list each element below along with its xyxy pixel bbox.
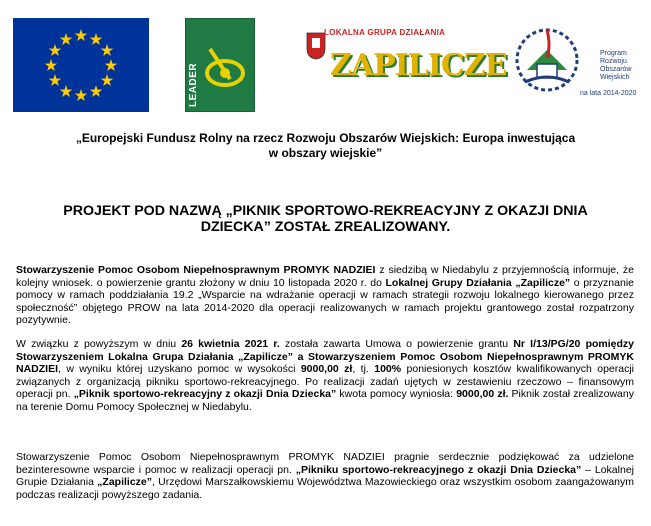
p2-text-2: została zawarta Umowa o powierzenie grantu (279, 338, 514, 350)
funding-quote (20, 131, 631, 161)
prow-line-4: Wiejskich (600, 74, 630, 81)
leader-emblem-icon (200, 39, 250, 99)
eu-stars-icon (13, 18, 149, 112)
p2-text-5: poniesionych kosztów kwalifikowanych operacji związanych z organizacją pikniku sportowo-rekreacyjnego. Po realizacji zadań ujętych w zestawieniu rzeczowo – finansowym operacji pn. (16, 363, 634, 400)
operation-name: „Piknik sportowo-rekreacyjny z okazji Dnia Dziecka” (73, 388, 337, 400)
p2-text-6: kwota pomocy wyniosła: (336, 388, 457, 400)
prow-line-2: Rozwoju (600, 58, 627, 65)
leader-label: LEADER (188, 62, 199, 107)
prow-text (600, 50, 645, 82)
operation-name-2: „Pikniku sportowo-rekreacyjnego z okazji Dnia Dziecka” (295, 463, 582, 476)
p1-text-2: o przyznanie pomocy w ramach poddziałania 19.2 „Wsparcie na wdrażanie operacji w ramach strategii rozwoju lokalnego kierowanego przez społeczność” objętego PROW na lata 2014-2020 dla operacji realizowanych w ramach projektu grantowego został rozpatrzony pozytywnie. (16, 276, 634, 326)
p3-text-3: , Urzędowi Marszałkowskiemu Województwa Mazowieckiego oraz wszystkim osobom zaangażowanym podczas realizacji powyższego zadania. (16, 476, 634, 501)
p2-text-1: W związku z powyższym w dniu (16, 338, 182, 350)
p2-text-3: , w wyniku której uzyskano pomoc w wysokości (58, 363, 301, 375)
lgd-name: Lokalnej Grupy Działania „Zapilicze” (385, 276, 571, 289)
quote-line-2: w obszary wiejskie” (268, 146, 383, 160)
paragraph-thanks (16, 451, 634, 501)
title-line-1: PROJEKT POD NAZWĄ „PIKNIK SPORTOWO-REKREACYJNY Z OKAZJI DNIA (63, 203, 588, 219)
p3-text-1: Stowarzyszenie Pomoc Osobom Niepełnosprawnym PROMYK NADZIEI pragnie serdecznie podziękować za udzielone bezinteresowne wsparcie i pomoc w realizacji operacji pn. (16, 451, 634, 476)
lgd-brand: ZAPILICZE (330, 48, 507, 83)
lgd-name-2: „Zapilicze” (97, 476, 153, 488)
eu-flag-logo (13, 18, 149, 112)
grant-percent: 100% (374, 363, 402, 375)
paragraph-agreement (16, 338, 634, 413)
prow-line-1: Program (600, 50, 627, 57)
p2-text-7: Piknik został zrealizowany na terenie Domu Pomocy Społecznej w Niedabylu. (16, 388, 634, 413)
prow-logo (505, 20, 645, 100)
prow-years: na lata 2014-2020 (580, 90, 637, 97)
lgd-zapilicze-logo (300, 26, 507, 96)
org-name: Stowarzyszenie Pomoc Osobom Niepełnosprawnym PROMYK NADZIEI (16, 264, 376, 276)
logo-bar (0, 0, 651, 115)
p3-text-2: – Lokalnej Grupie Działania (16, 463, 634, 488)
paragraph-announcement (16, 264, 634, 327)
crest-icon (306, 32, 326, 60)
final-amount: 9000,00 zł. (456, 388, 509, 400)
grant-amount: 9000,00 zł (300, 363, 353, 375)
leader-logo (185, 18, 255, 112)
prow-emblem-icon (505, 20, 595, 100)
project-title (20, 203, 631, 235)
prow-line-3: Obszarów (600, 66, 632, 73)
title-line-2: DZIECKA” ZOSTAŁ ZREALIZOWANY. (200, 219, 451, 235)
p1-text-1: z siedzibą w Niedabylu z przyjemnością informuje, że kolejny wniosek. o powierzenie grantu złożony w dniu 10 listopada 2020 r. do (16, 264, 635, 289)
agreement-number: Nr I/13/PG/20 pomiędzy Stowarzyszeniem Lokalna Grupa Działania „Zapilicze” a Stowarzyszeniem Pomoc Osobom Niepełnosprawnym PROMYK NADZIEI (16, 338, 634, 375)
agreement-date: 26 kwietnia 2021 r. (181, 338, 280, 350)
lgd-topline: LOKALNA GRUPA DZIAŁANIA (324, 28, 446, 37)
p2-text-4: , tj. (352, 363, 375, 375)
quote-line-1: „Europejski Fundusz Rolny na rzecz Rozwoju Obszarów Wiejskich: Europa inwestująca (75, 131, 576, 145)
